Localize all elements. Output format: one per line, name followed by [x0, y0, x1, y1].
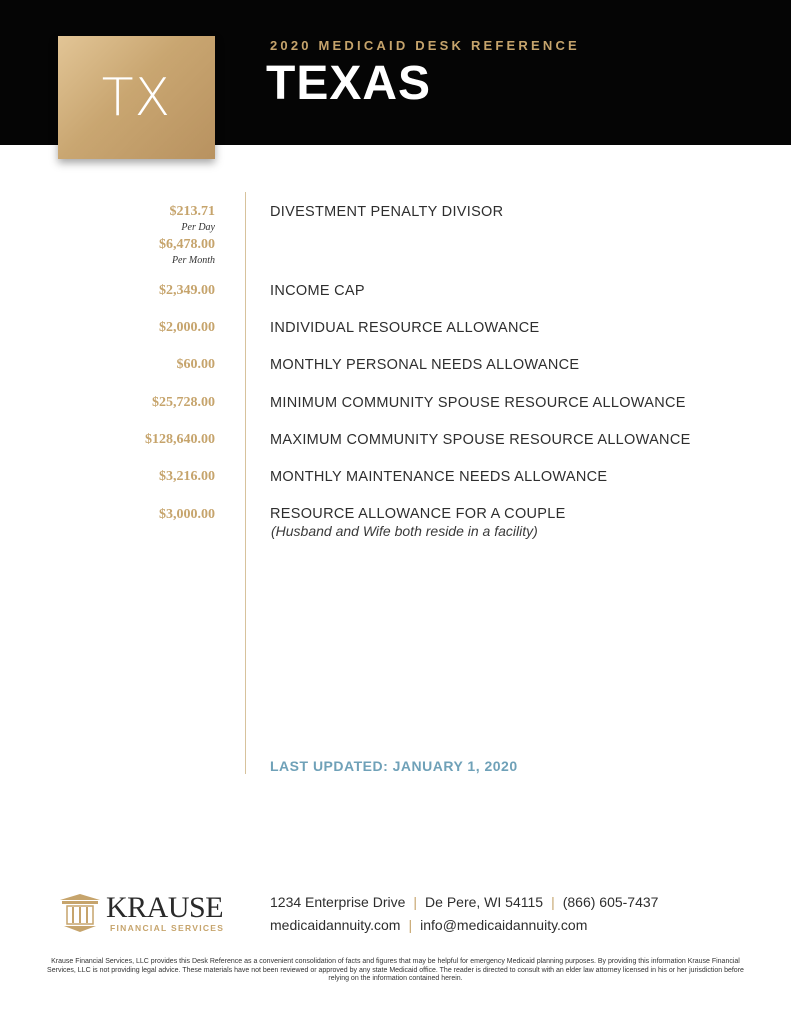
state-badge — [58, 36, 215, 159]
amount-value-secondary: $6,478.00 — [159, 237, 215, 252]
amount-value: $60.00 — [176, 357, 215, 372]
email-link[interactable]: info@medicaidannuity.com — [420, 917, 588, 933]
amount-value: $2,349.00 — [159, 283, 215, 298]
amount-value: $2,000.00 — [159, 320, 215, 335]
amount-value: $3,000.00 — [159, 507, 215, 522]
amount-value: $25,728.00 — [152, 395, 215, 410]
amount-value: $128,640.00 — [145, 432, 215, 447]
last-updated: LAST UPDATED: JANUARY 1, 2020 — [270, 758, 518, 774]
item-label: DIVESTMENT PENALTY DIVISOR — [270, 204, 504, 220]
item-note: (Husband and Wife both reside in a facility) — [271, 523, 538, 539]
amount-note: Per Day — [181, 222, 215, 233]
company-logo — [58, 892, 228, 934]
document-subtitle: 2020 MEDICAID DESK REFERENCE — [270, 38, 580, 53]
separator: | — [413, 894, 418, 910]
column-divider — [245, 192, 246, 774]
page-title: TEXAS — [266, 57, 432, 110]
item-label: MINIMUM COMMUNITY SPOUSE RESOURCE ALLOWANCE — [270, 395, 686, 411]
amount-value: $3,216.00 — [159, 469, 215, 484]
column-icon — [58, 892, 102, 932]
amount-value: $213.71 — [169, 204, 215, 219]
item-label: INCOME CAP — [270, 283, 365, 299]
amount-note-secondary: Per Month — [171, 255, 215, 266]
website-link[interactable]: medicaidannuity.com — [270, 917, 401, 933]
contact-line-address — [270, 894, 658, 910]
item-label: INDIVIDUAL RESOURCE ALLOWANCE — [270, 320, 540, 336]
address: 1234 Enterprise Drive — [270, 894, 406, 910]
logo-tagline: FINANCIAL SERVICES — [110, 923, 225, 933]
disclaimer: Krause Financial Services, LLC provides this Desk Reference as a convenient consolidation of facts and figures that may be helpful for emergency Medicaid planning purposes. By providing this information Krause Financial Services, LLC is not providing legal advice. These materials have not been reviewed or approved by any state Medicaid office. The reader is directed to consult with an elder law attorney licensed in his or her jurisdiction before relying on the information contained herein. — [47, 958, 744, 982]
phone: (866) 605-7437 — [562, 894, 659, 910]
separator: | — [551, 894, 555, 910]
item-label: MONTHLY PERSONAL NEEDS ALLOWANCE — [270, 357, 580, 373]
city: De Pere, WI 54115 — [425, 894, 544, 910]
item-label: MAXIMUM COMMUNITY SPOUSE RESOURCE ALLOWANCE — [270, 432, 691, 448]
item-label: RESOURCE ALLOWANCE FOR A COUPLE — [270, 506, 566, 522]
logo-name: KRAUSE — [106, 891, 224, 924]
item-label: MONTHLY MAINTENANCE NEEDS ALLOWANCE — [270, 469, 608, 485]
state-badge-text: TX — [101, 67, 172, 128]
contact-line-web — [270, 917, 587, 933]
separator: | — [408, 917, 413, 933]
